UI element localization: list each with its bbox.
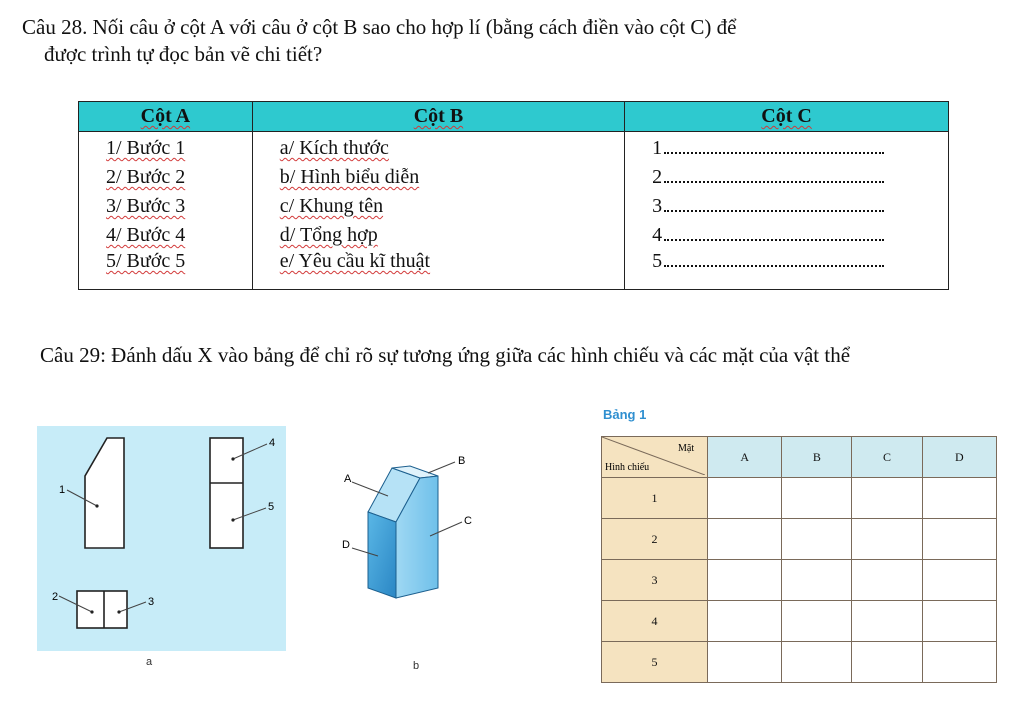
label-3: 3 <box>148 596 155 608</box>
corner-hinh-chieu: Hình chiếu <box>605 462 650 473</box>
cell-item: e/ Yêu cầu kĩ thuật <box>252 250 624 290</box>
answer-blank[interactable] <box>664 227 884 241</box>
answer-blank[interactable] <box>664 140 884 154</box>
top-view-shape <box>77 591 127 628</box>
row-header: 3 <box>602 560 708 601</box>
corner-mat: Mặt <box>678 443 695 454</box>
correspondence-table <box>601 436 997 683</box>
header-col-c: Cột C <box>625 102 949 132</box>
mark-cell[interactable] <box>782 478 852 519</box>
table-row <box>602 519 997 560</box>
table-row <box>602 478 997 519</box>
mark-cell[interactable] <box>782 519 852 560</box>
mark-cell[interactable] <box>708 478 782 519</box>
cell-item: c/ Khung tên <box>252 192 624 221</box>
label-D: D <box>342 539 350 551</box>
table-2-title: Bảng 1 <box>603 407 647 422</box>
cell-item: d/ Tổng hợp <box>252 221 624 250</box>
matching-table <box>78 101 949 290</box>
col-header-c: C <box>852 437 922 478</box>
mark-cell[interactable] <box>708 519 782 560</box>
mark-cell[interactable] <box>852 642 922 683</box>
cell-step: 1/ Bước 1 <box>79 132 253 164</box>
col-header-b: B <box>782 437 852 478</box>
row-header: 1 <box>602 478 708 519</box>
mark-cell[interactable] <box>708 642 782 683</box>
side-view-shape <box>210 438 243 548</box>
label-5: 5 <box>268 501 275 513</box>
row-header: 4 <box>602 601 708 642</box>
header-col-b: Cột B <box>252 102 624 132</box>
question-29: Câu 29: Đánh dấu X vào bảng để chỉ rõ sự tương ứng giữa các hình chiếu và các mặt của vật thể <box>40 343 851 367</box>
question-28-line1: Câu 28. Nối câu ở cột A với câu ở cột B sao cho hợp lí (bằng cách điền vào cột C) để <box>22 15 737 39</box>
cell-item: b/ Hình biểu diễn <box>252 163 624 192</box>
matching-table-header <box>79 102 949 132</box>
cell-step: 3/ Bước 3 <box>79 192 253 221</box>
mark-cell[interactable] <box>922 642 996 683</box>
mark-cell[interactable] <box>852 478 922 519</box>
row-header: 5 <box>602 642 708 683</box>
mark-cell[interactable] <box>782 560 852 601</box>
figure-b-caption: b <box>413 660 420 672</box>
front-view-shape <box>85 438 124 548</box>
table-row <box>602 642 997 683</box>
col-header-a: A <box>708 437 782 478</box>
mark-cell[interactable] <box>782 601 852 642</box>
label-2: 2 <box>52 591 59 603</box>
mark-cell[interactable] <box>708 560 782 601</box>
table-header-row <box>602 437 997 478</box>
figure-a-panel <box>37 426 286 651</box>
table-row <box>79 163 949 192</box>
table-row <box>602 601 997 642</box>
mark-cell[interactable] <box>852 519 922 560</box>
cell-step: 2/ Bước 2 <box>79 163 253 192</box>
cell-answer[interactable]: 3 <box>625 192 949 221</box>
answer-blank[interactable] <box>664 253 884 267</box>
figure-a-caption: a <box>146 656 153 668</box>
table-row <box>79 132 949 164</box>
table-row <box>79 221 949 250</box>
cell-step: 5/ Bước 5 <box>79 250 253 290</box>
answer-blank[interactable] <box>664 198 884 212</box>
mark-cell[interactable] <box>922 601 996 642</box>
prism-drawing <box>330 440 480 610</box>
cell-item: a/ Kích thước <box>252 132 624 164</box>
mark-cell[interactable] <box>782 642 852 683</box>
mark-cell[interactable] <box>852 560 922 601</box>
mark-cell[interactable] <box>922 560 996 601</box>
mark-cell[interactable] <box>852 601 922 642</box>
col-header-d: D <box>922 437 996 478</box>
mark-cell[interactable] <box>922 519 996 560</box>
cell-answer[interactable]: 2 <box>625 163 949 192</box>
cell-answer[interactable]: 5 <box>625 250 949 290</box>
answer-blank[interactable] <box>664 169 884 183</box>
label-A: A <box>344 473 352 485</box>
label-4: 4 <box>269 437 276 449</box>
label-B: B <box>458 455 466 467</box>
table-row <box>79 192 949 221</box>
cell-answer[interactable]: 4 <box>625 221 949 250</box>
corner-cell <box>602 437 708 478</box>
mark-cell[interactable] <box>708 601 782 642</box>
face-d <box>368 512 396 598</box>
cell-answer[interactable]: 1 <box>625 132 949 164</box>
projection-drawing <box>37 426 286 651</box>
question-28-line2: được trình tự đọc bản vẽ chi tiết? <box>44 42 323 66</box>
row-header: 2 <box>602 519 708 560</box>
label-C: C <box>464 515 472 527</box>
question-28 <box>22 14 737 68</box>
label-1: 1 <box>59 484 66 496</box>
table-row <box>602 560 997 601</box>
mark-cell[interactable] <box>922 478 996 519</box>
table-row <box>79 250 949 290</box>
header-col-a: Cột A <box>79 102 253 132</box>
cell-step: 4/ Bước 4 <box>79 221 253 250</box>
